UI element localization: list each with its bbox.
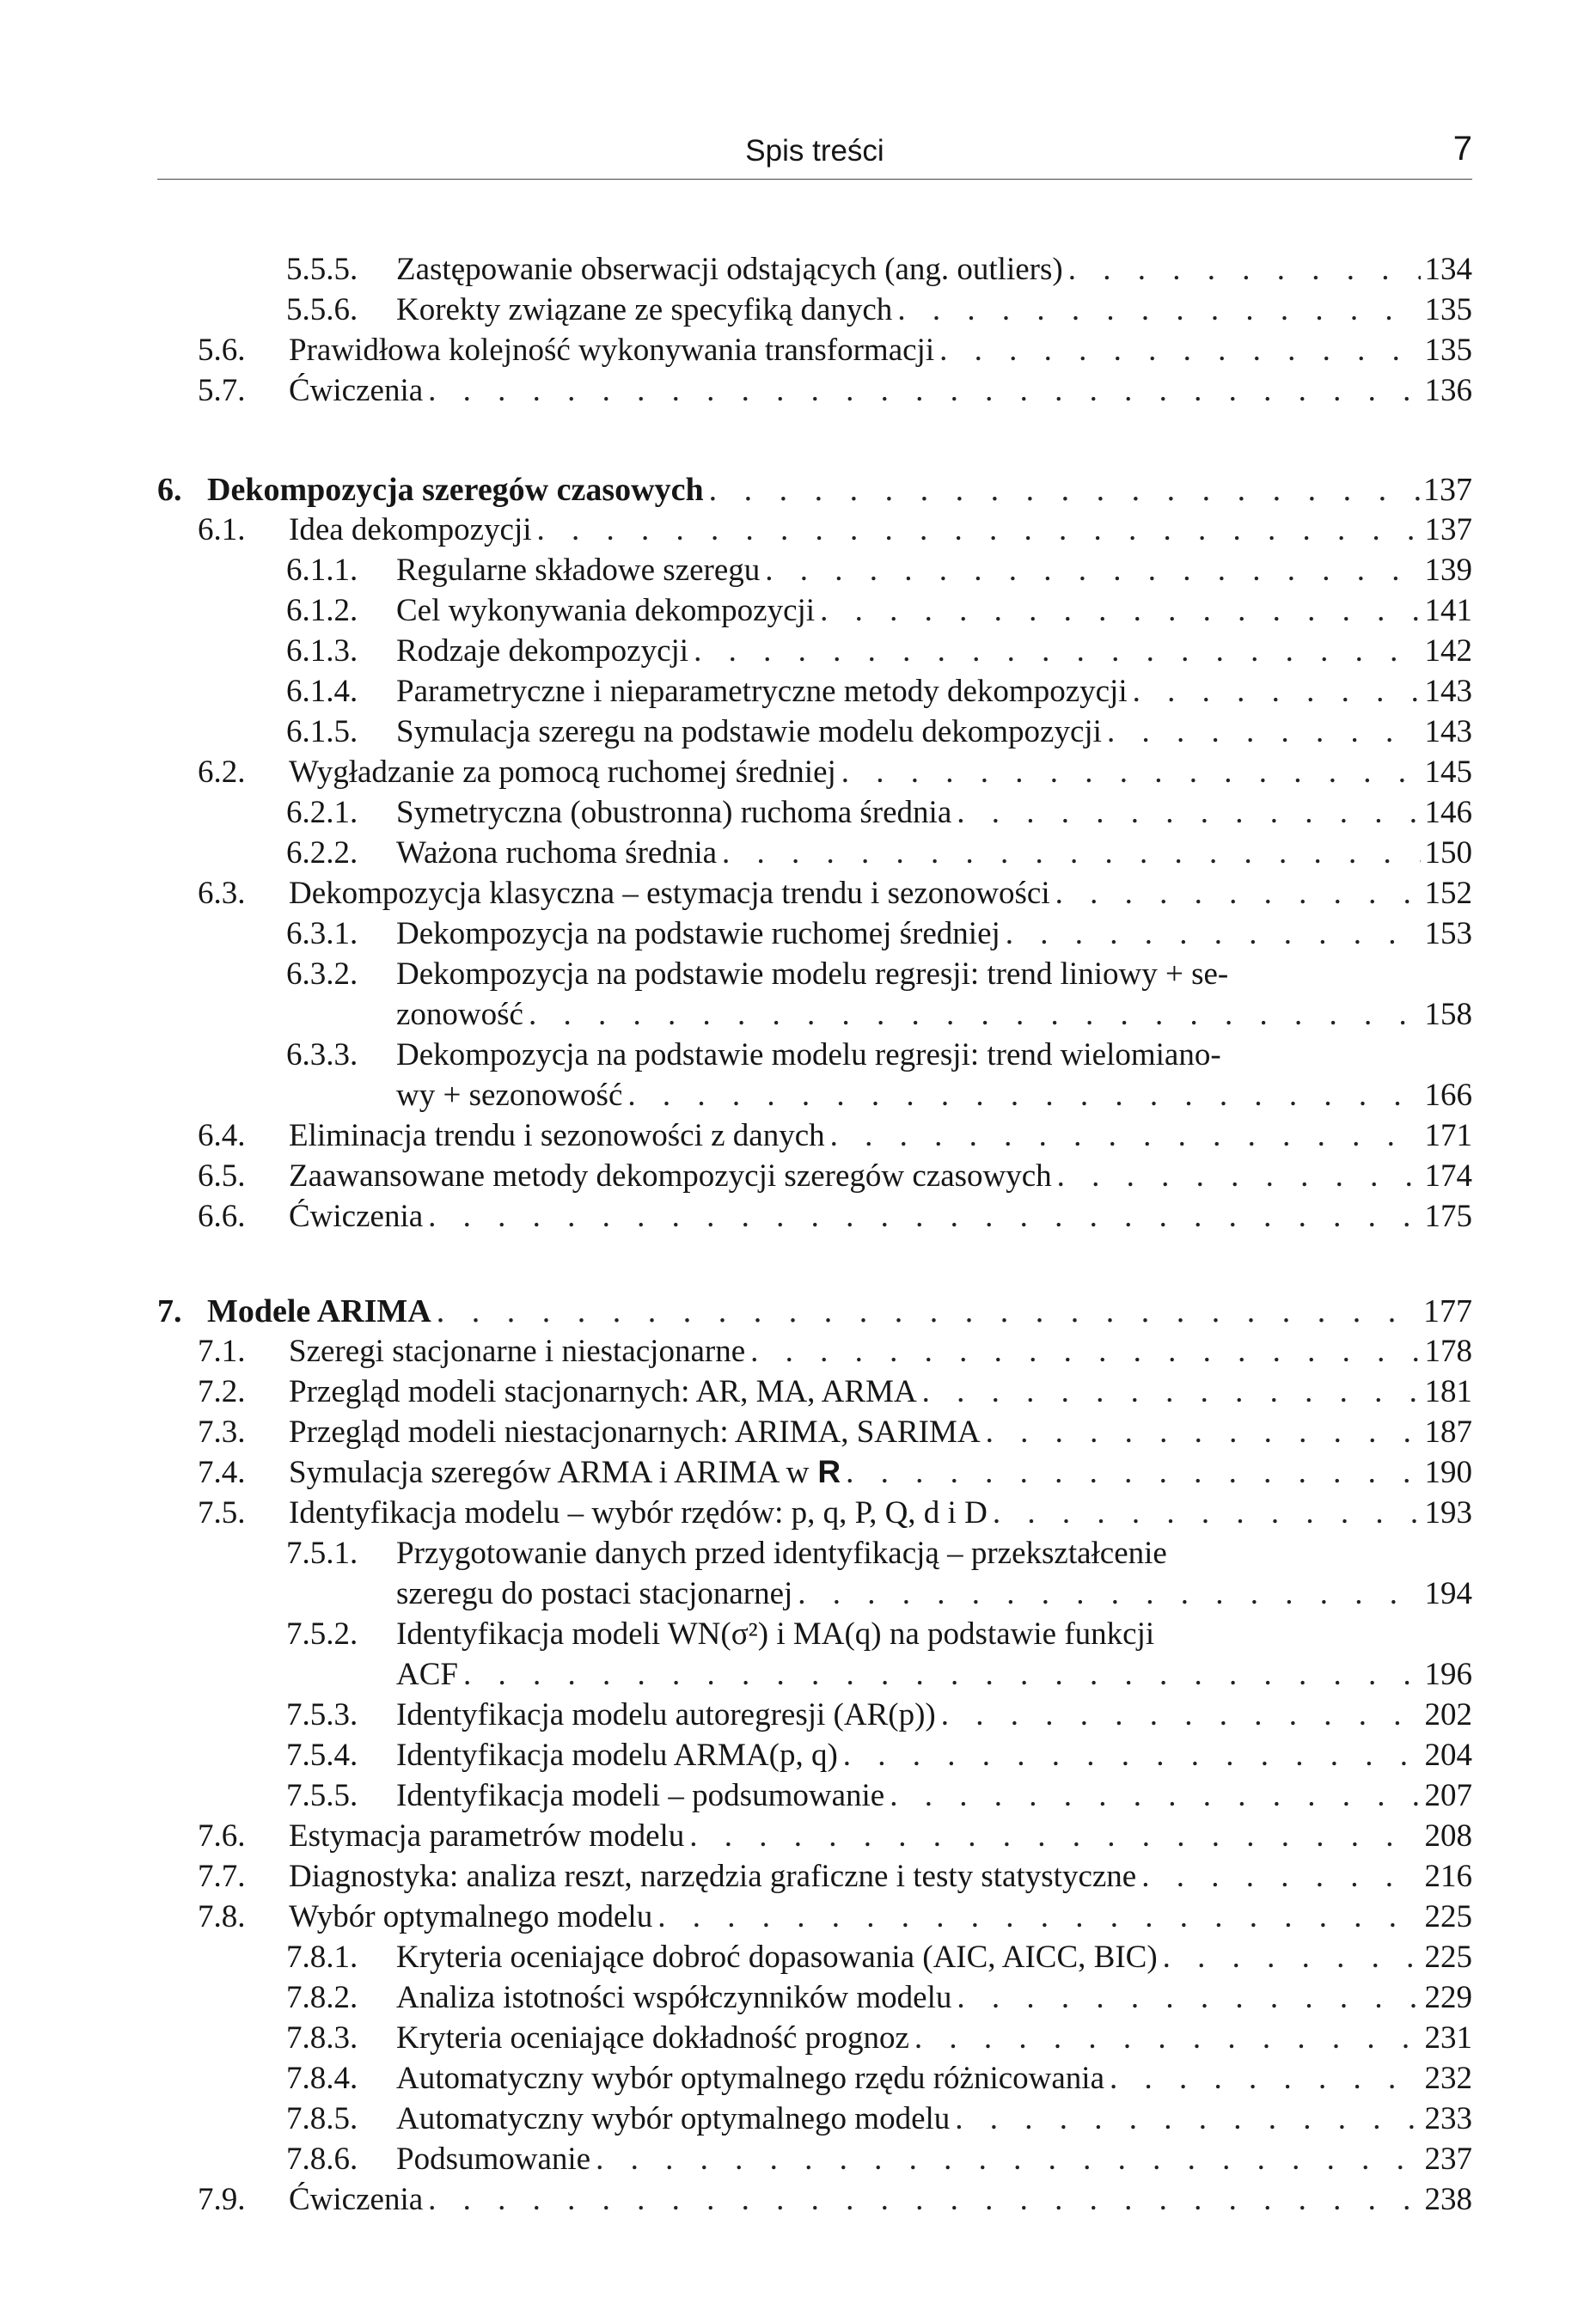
toc-entry[interactable]: 5.5.5. Zastępowanie obserwacji odstających (ang. outliers) . . . 134 [286, 251, 1472, 290]
toc-entry[interactable]: 7.8.5. Automatyczny wybór optymalnego modelu . . . 233 [286, 2100, 1472, 2140]
toc-page: 136 [1424, 373, 1472, 408]
toc-entry[interactable]: 6.3. Dekompozycja klasyczna – estymacja trendu i sezonowości . . . 152 [198, 875, 1472, 914]
toc-title: Ćwiczenia [289, 2182, 424, 2217]
toc-page: 225 [1424, 1899, 1472, 1934]
toc-entry[interactable]: 7.4. Symulacja szeregów ARMA i ARIMA w R . . . 190 [198, 1454, 1472, 1494]
toc-page: 135 [1424, 333, 1472, 368]
toc-page: 194 [1424, 1576, 1472, 1611]
toc-title: Identyfikacja modeli – podsumowanie [396, 1778, 885, 1813]
toc-page: 225 [1424, 1940, 1472, 1975]
page-number: 7 [1452, 130, 1472, 168]
toc-entry[interactable]: 7.8. Wybór optymalnego modelu . . . 225 [198, 1898, 1472, 1938]
toc-page: 158 [1424, 997, 1472, 1032]
toc-title: Analiza istotności współczynników modelu [396, 1980, 952, 2015]
toc-entry[interactable]: 5.7. Ćwiczenia . . . 136 [198, 372, 1472, 412]
toc-title: Podsumowanie [396, 2142, 591, 2177]
toc-title: Eliminacja trendu i sezonowości z danych [289, 1118, 825, 1153]
toc-entry[interactable] [396, 1575, 1472, 1615]
toc-page: 233 [1424, 2101, 1472, 2136]
toc-title: Rodzaje dekompozycji [396, 633, 689, 669]
toc-page: 196 [1424, 1657, 1472, 1692]
toc-title: Regularne składowe szeregu [396, 553, 761, 588]
toc-page: 150 [1424, 835, 1472, 871]
toc-page: 208 [1424, 1818, 1472, 1854]
toc-title: Zastępowanie obserwacji odstających (ang. outliers) [396, 252, 1063, 287]
toc-page: 143 [1424, 714, 1472, 749]
toc-page: 134 [1424, 252, 1472, 287]
toc-title: Cel wykonywania dekompozycji [396, 593, 816, 628]
toc-page: 143 [1424, 674, 1472, 709]
toc-page: 178 [1424, 1334, 1472, 1369]
toc-title: Parametryczne i nieparametryczne metody dekompozycji [396, 674, 1128, 709]
toc-page: 193 [1424, 1495, 1472, 1531]
toc-title: Symulacja szeregu na podstawie modelu dekompozycji [396, 714, 1102, 749]
toc-entry[interactable]: 6.2.1. Symetryczna (obustronna) ruchoma średnia . . . 146 [286, 794, 1472, 834]
toc-title: Estymacja parametrów modelu [289, 1818, 685, 1854]
toc-page: 175 [1424, 1199, 1472, 1234]
toc-entry[interactable]: 7.8.2. Analiza istotności współczynników modelu . . . 229 [286, 1979, 1472, 2019]
toc-entry[interactable]: 6.1. Idea dekompozycji . . . 137 [198, 511, 1472, 551]
toc-title: Korekty związane ze specyfiką danych [396, 292, 893, 327]
toc-page: 237 [1424, 2142, 1472, 2177]
toc-title: Symulacja szeregów ARMA i ARIMA w [289, 1455, 810, 1490]
toc-entry-first-line[interactable]: 6.3.3. Dekompozycja na podstawie modelu regresji: trend wielomiano- [286, 1037, 1221, 1072]
toc-title: Identyfikacja modelu ARMA(p, q) [396, 1738, 838, 1773]
toc-entry[interactable] [396, 996, 1472, 1036]
toc-page: 190 [1424, 1455, 1472, 1490]
toc-page: 174 [1424, 1158, 1472, 1194]
toc-title: Szeregi stacjonarne i niestacjonarne [289, 1334, 746, 1369]
toc-page: 146 [1424, 795, 1472, 830]
toc-page: 171 [1424, 1118, 1472, 1153]
toc-title: Automatyczny wybór optymalnego modelu [396, 2101, 951, 2136]
toc-page: 232 [1424, 2061, 1472, 2096]
toc-page: 187 [1424, 1415, 1472, 1450]
toc-page: 135 [1424, 292, 1472, 327]
header-title: Spis treści [745, 134, 884, 168]
toc-entry-first-line[interactable]: 6.3.2. Dekompozycja na podstawie modelu regresji: trend liniowy + se- [286, 956, 1229, 992]
toc-entry[interactable]: 6.1.1. Regularne składowe szeregu . . . 139 [286, 552, 1472, 591]
toc-chapter-6[interactable]: 6. Dekompozycja szeregów czasowych . . . 137 [157, 471, 1472, 510]
toc-title: Ważona ruchoma średnia [396, 835, 718, 871]
toc-page: 216 [1424, 1859, 1472, 1894]
toc-title-continued: zonowość [396, 997, 523, 1032]
toc-page: 152 [1424, 876, 1472, 911]
toc-entry[interactable]: 5.6. Prawidłowa kolejność wykonywania transformacji . . . 135 [198, 332, 1472, 371]
toc-title: Ćwiczenia [289, 373, 424, 408]
toc-title-continued: szeregu do postaci stacjonarnej [396, 1576, 793, 1611]
toc-title: Identyfikacja modelu autoregresji (AR(p)) [396, 1697, 936, 1732]
toc-title: Wygładzanie za pomocą ruchomej średniej [289, 755, 836, 790]
toc-entry[interactable]: 6.2. Wygładzanie za pomocą ruchomej średniej . . . 145 [198, 754, 1472, 793]
toc-title: Dekompozycja na podstawie modelu regresji: trend wielomiano- [396, 1037, 1221, 1072]
r-language-label: R [817, 1454, 841, 1489]
toc-page: 177 [1423, 1293, 1472, 1329]
toc-page: 238 [1424, 2182, 1472, 2217]
toc-entry[interactable]: 7.5.4. Identyfikacja modelu ARMA(p, q) . . . 204 [286, 1737, 1472, 1776]
toc-entry[interactable]: 6.1.2. Cel wykonywania dekompozycji . . . 141 [286, 592, 1472, 632]
toc-entry[interactable]: 7.5. Identyfikacja modelu – wybór rzędów: p, q, P, Q, d i D . . . 193 [198, 1494, 1472, 1534]
toc-title: Identyfikacja modeli WN(σ²) i MA(q) na podstawie funkcji [396, 1616, 1155, 1652]
toc-page: 145 [1424, 755, 1472, 790]
toc-title: Symetryczna (obustronna) ruchoma średnia [396, 795, 952, 830]
toc-title: Idea dekompozycji [289, 512, 532, 547]
toc-title: Kryteria oceniające dokładność prognoz [396, 2020, 909, 2056]
toc-entry[interactable]: 7.2. Przegląd modeli stacjonarnych: AR, MA, ARMA . . . 181 [198, 1373, 1472, 1413]
toc-entry[interactable]: 6.6. Ćwiczenia . . . 175 [198, 1198, 1472, 1237]
toc-page: 204 [1424, 1738, 1472, 1773]
toc-title: Dekompozycja na podstawie ruchomej średniej [396, 916, 1000, 951]
toc-entry[interactable]: 6.1.3. Rodzaje dekompozycji . . . 142 [286, 632, 1472, 672]
toc-title: Automatyczny wybór optymalnego rzędu różnicowania [396, 2061, 1105, 2096]
toc-page: 231 [1424, 2020, 1472, 2056]
toc-title: Modele ARIMA [207, 1293, 431, 1329]
toc-title: Przegląd modeli niestacjonarnych: ARIMA, SARIMA [289, 1415, 981, 1450]
toc-entry[interactable]: 7.9. Ćwiczenia . . . 238 [198, 2181, 1472, 2221]
toc-entry[interactable]: 6.2.2. Ważona ruchoma średnia . . . 150 [286, 834, 1472, 874]
toc-entry[interactable]: 6.3.1. Dekompozycja na podstawie ruchomej średniej . . . 153 [286, 915, 1472, 955]
toc-entry[interactable]: 6.4. Eliminacja trendu i sezonowości z danych . . . 171 [198, 1117, 1472, 1157]
toc-entry[interactable]: 7.8.4. Automatyczny wybór optymalnego rzędu różnicowania . . . 232 [286, 2060, 1472, 2099]
toc-title: Dekompozycja szeregów czasowych [207, 472, 704, 508]
toc-title: Przygotowanie danych przed identyfikacją – przekształcenie [396, 1536, 1167, 1571]
toc-entry[interactable] [396, 1656, 1472, 1696]
toc-title: Dekompozycja klasyczna – estymacja trendu i sezonowości [289, 876, 1050, 911]
toc-title: Przegląd modeli stacjonarnych: AR, MA, ARMA [289, 1374, 917, 1409]
toc-page: 142 [1424, 633, 1472, 669]
toc-page: 207 [1424, 1778, 1472, 1813]
toc-title: Diagnostyka: analiza reszt, narzędzia graficzne i testy statystyczne [289, 1859, 1137, 1894]
toc-title: Identyfikacja modelu – wybór rzędów: p, q, P, Q, d i D [289, 1495, 988, 1531]
toc-page: 202 [1424, 1697, 1472, 1732]
toc-entry[interactable]: 7.5.3. Identyfikacja modelu autoregresji (AR(p)) . . . 202 [286, 1696, 1472, 1736]
toc-entry[interactable]: 7.3. Przegląd modeli niestacjonarnych: ARIMA, SARIMA . . . 187 [198, 1414, 1472, 1453]
toc-entry[interactable]: 7.1. Szeregi stacjonarne i niestacjonarne . . . 178 [198, 1333, 1472, 1372]
toc-entry[interactable]: 7.8.1. Kryteria oceniające dobroć dopasowania (AIC, AICC, BIC) . . . 225 [286, 1939, 1472, 1978]
toc-entry[interactable]: 7.8.3. Kryteria oceniające dokładność prognoz . . . 231 [286, 2020, 1472, 2059]
toc-title: Zaawansowane metody dekompozycji szeregów czasowych [289, 1158, 1052, 1194]
toc-page: 137 [1423, 472, 1472, 508]
toc-entry[interactable]: 7.8.6. Podsumowanie . . . 237 [286, 2141, 1472, 2180]
toc-entry[interactable] [396, 1077, 1472, 1116]
toc-title-continued: wy + sezonowość [396, 1078, 623, 1113]
toc-page: 181 [1424, 1374, 1472, 1409]
toc-title: Wybór optymalnego modelu [289, 1899, 653, 1934]
toc-entry[interactable]: 6.1.5. Symulacja szeregu na podstawie modelu dekompozycji . . . 143 [286, 713, 1472, 753]
toc-page: 137 [1424, 512, 1472, 547]
toc-entry[interactable]: 7.5.5. Identyfikacja modeli – podsumowanie . . . 207 [286, 1777, 1472, 1817]
toc-entry-first-line[interactable]: 7.5.2. Identyfikacja modeli WN(σ²) i MA(q) na podstawie funkcji [286, 1616, 1155, 1652]
toc-title: Kryteria oceniające dobroć dopasowania (AIC, AICC, BIC) [396, 1940, 1158, 1975]
toc-page: 139 [1424, 553, 1472, 588]
toc-entry-first-line[interactable]: 7.5.1. Przygotowanie danych przed identyfikacją – przekształcenie [286, 1536, 1167, 1571]
toc-entry[interactable]: 7.7. Diagnostyka: analiza reszt, narzędzia graficzne i testy statystyczne . . . 216 [198, 1858, 1472, 1897]
toc-page: 229 [1424, 1980, 1472, 2015]
toc-entry[interactable]: 6.1.4. Parametryczne i nieparametryczne metody dekompozycji . . . 143 [286, 673, 1472, 712]
toc-entry[interactable]: 7.6. Estymacja parametrów modelu . . . 208 [198, 1818, 1472, 1857]
toc-title: Dekompozycja na podstawie modelu regresji: trend liniowy + se- [396, 956, 1229, 992]
toc-entry[interactable]: 5.5.6. Korekty związane ze specyfiką danych . . . 135 [286, 291, 1472, 331]
toc-entry[interactable]: 6.5. Zaawansowane metody dekompozycji szeregów czasowych . . . 174 [198, 1158, 1472, 1197]
toc-page: 166 [1424, 1078, 1472, 1113]
toc-page: 141 [1424, 593, 1472, 628]
toc-page: 153 [1424, 916, 1472, 951]
toc-title: Prawidłowa kolejność wykonywania transformacji [289, 333, 935, 368]
toc-chapter-7[interactable]: 7. Modele ARIMA . . . 177 [157, 1292, 1472, 1332]
toc-title: Ćwiczenia [289, 1199, 424, 1234]
toc-title-continued: ACF [396, 1657, 458, 1692]
